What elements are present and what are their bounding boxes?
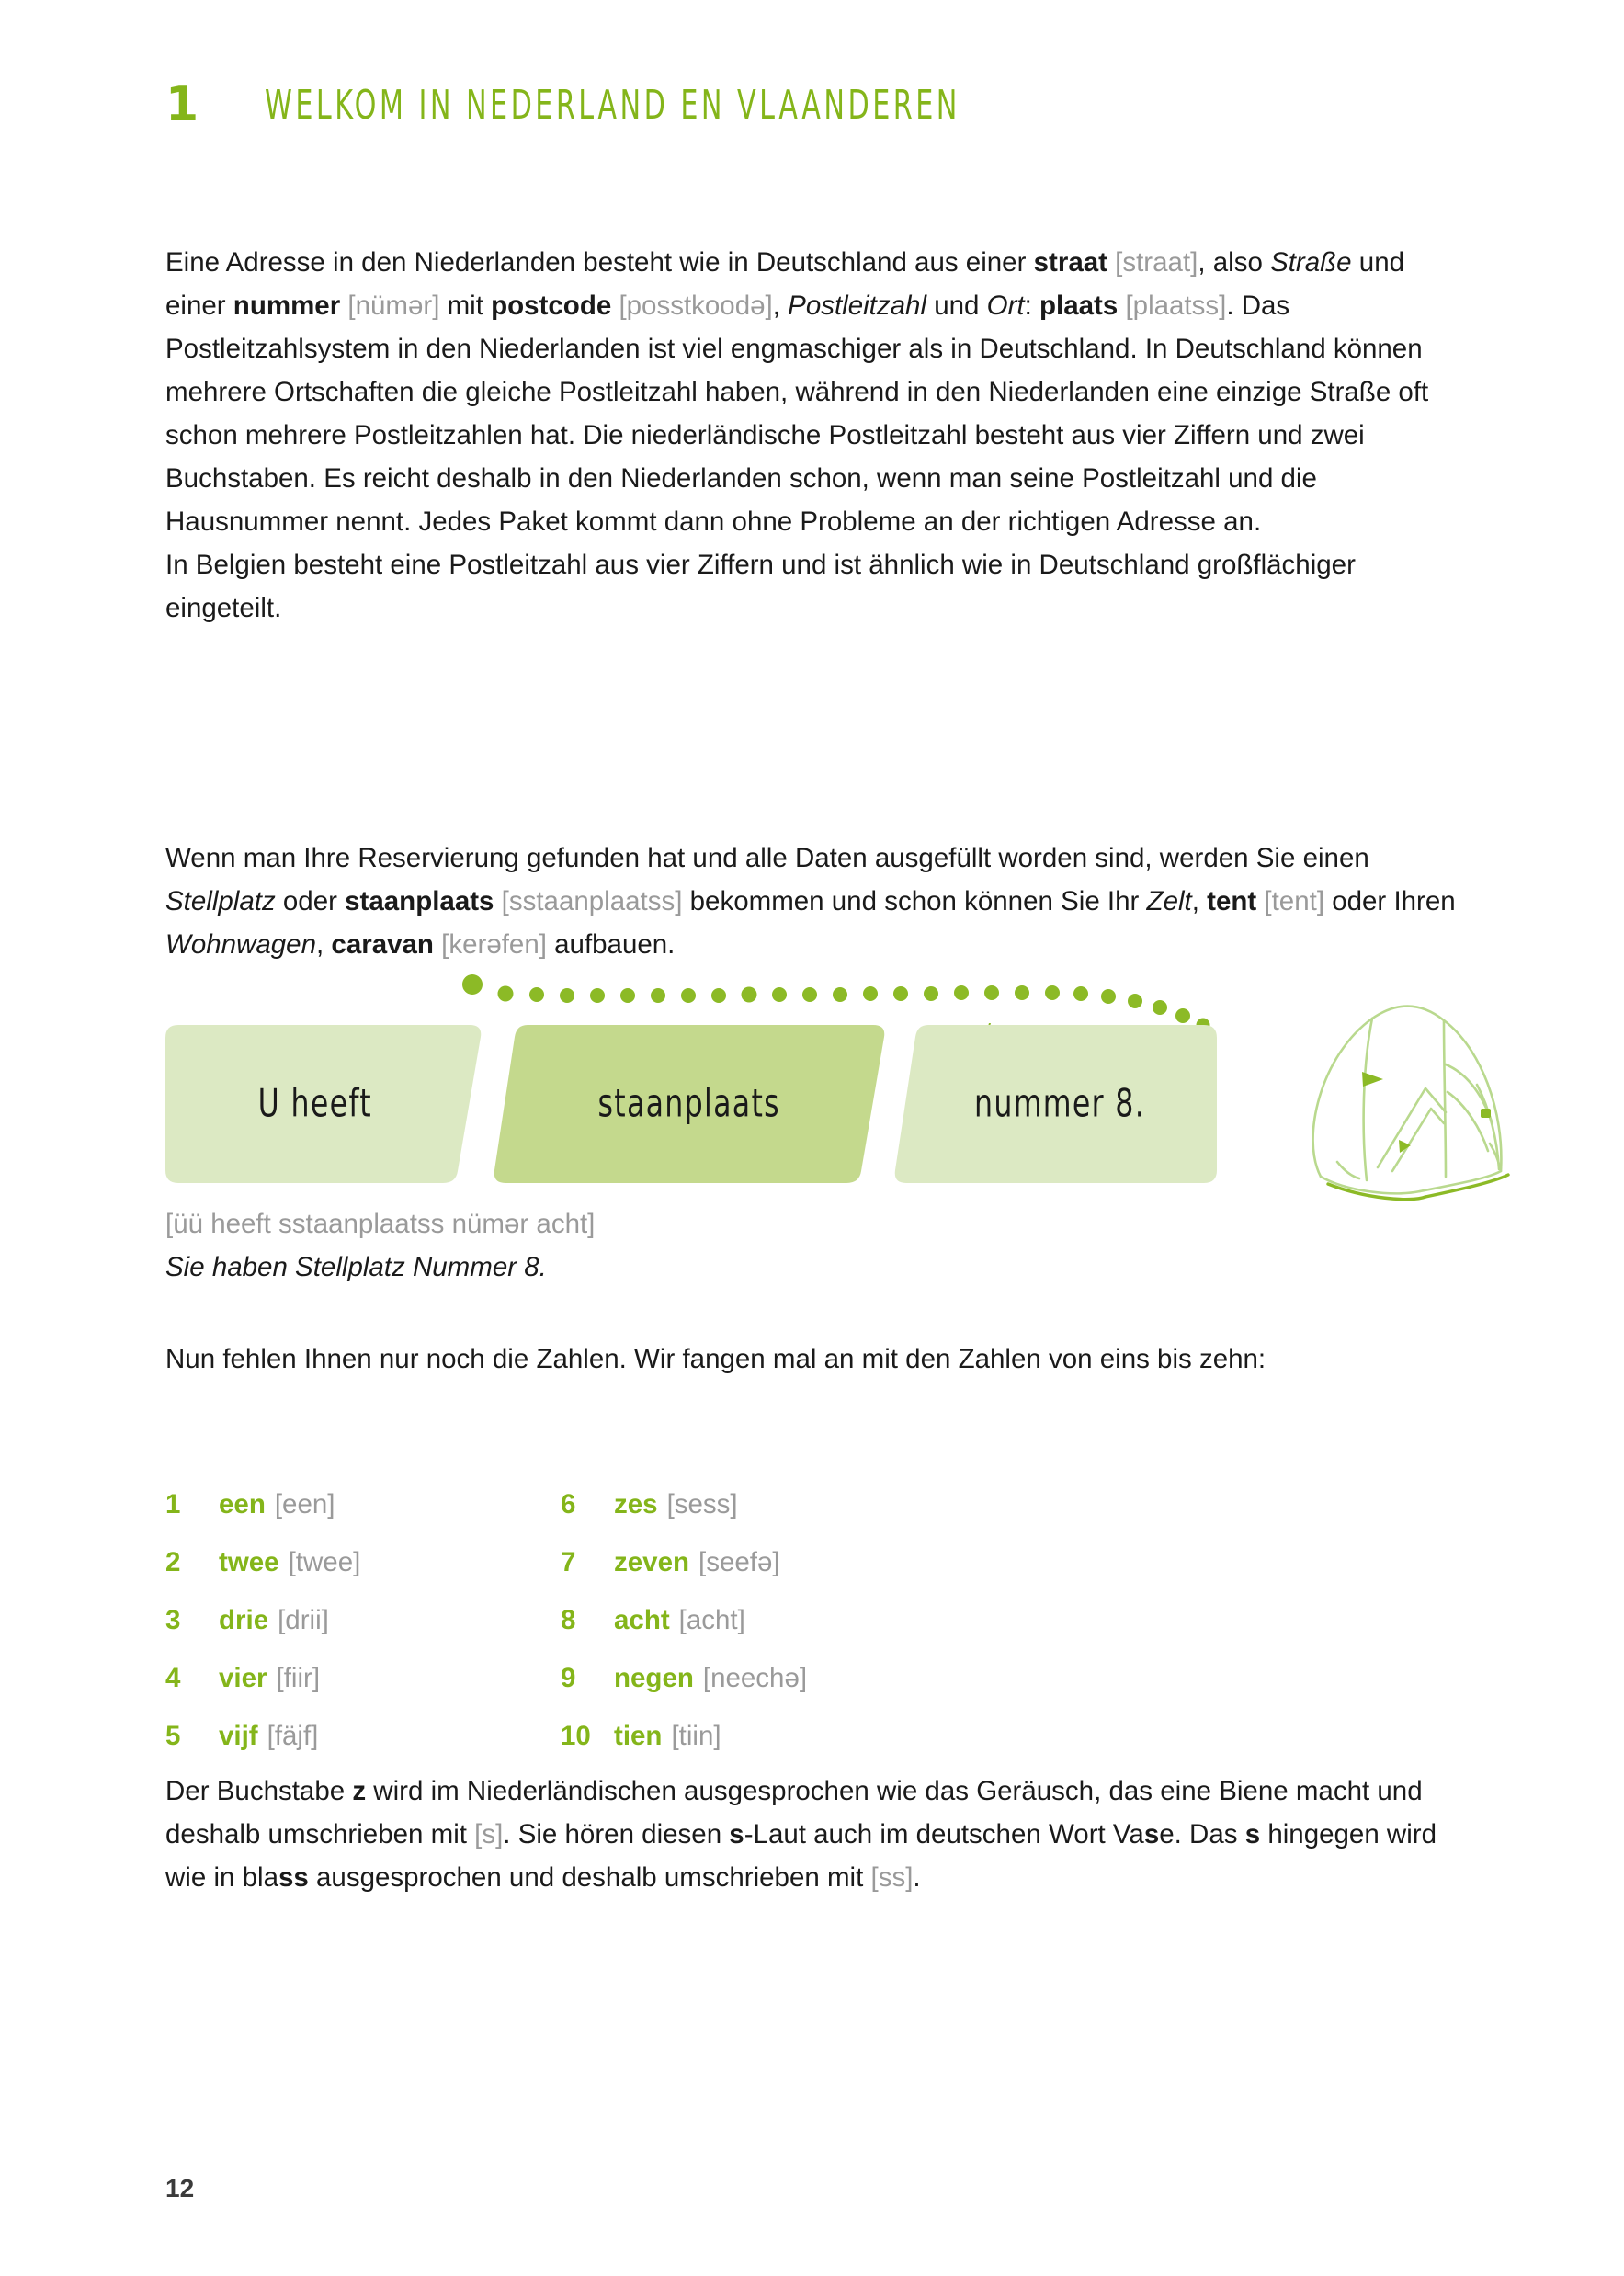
paragraph-address-main	[165, 241, 1471, 543]
text-segment: mit	[439, 290, 492, 321]
table-row	[165, 1605, 1085, 1663]
number-word: drie	[219, 1605, 269, 1635]
ipa-nummer: [nümər]	[340, 290, 440, 321]
ipa-plaats: [plaatss]	[1118, 290, 1227, 321]
number-entry	[165, 1605, 561, 1636]
number-entry	[561, 1547, 956, 1578]
number-digit: 5	[165, 1721, 181, 1751]
dutch-term-nummer: nummer	[233, 290, 341, 321]
ipa-tent: [tent]	[1256, 886, 1325, 916]
paragraph-address	[165, 241, 1471, 630]
german-term-wohnwagen: Wohnwagen	[165, 929, 316, 960]
table-row	[165, 1663, 1085, 1721]
number-digit: 7	[561, 1547, 576, 1577]
text-segment: ,	[772, 290, 789, 321]
chapter-title: WELKOM IN NEDERLAND EN VLAANDEREN	[265, 83, 960, 129]
number-word: vier	[219, 1663, 267, 1693]
paragraph-belgium: In Belgien besteht eine Postleitzahl aus vier Ziffern und ist ähnlich wie in Deutschland großflächiger eingeteilt.	[165, 550, 1356, 623]
number-ipa: [neechə]	[702, 1663, 808, 1693]
sentence-box-1[interactable]	[165, 1025, 485, 1183]
text-segment: . Das Postleitzahlsystem in den Niederlanden ist viel engmaschiger als in Deutschland. In Deutschland können mehrere Ortschaften die gleiche Postleitzahl haben, während in den Niederlanden eine einzige Straße oft schon mehrere Postleitzahlen hat. Die niederländische Postleitzahl besteht aus vier Ziffern und zwei Buchstaben. Es reicht deshalb in den Niederlanden schon, wenn man seine Postleitzahl und die Hausnummer nennt. Jedes Paket kommt dann ohne Probleme an der richtigen Adresse an.	[165, 290, 1429, 537]
number-ipa: [fäjf]	[267, 1721, 319, 1751]
dutch-term-plaats: plaats	[1039, 290, 1119, 321]
number-word: tien	[614, 1721, 663, 1751]
number-entry	[561, 1663, 956, 1694]
number-word: zes	[614, 1489, 658, 1519]
number-digit: 10	[561, 1721, 591, 1751]
number-digit: 6	[561, 1489, 576, 1519]
dutch-term-postcode: postcode	[491, 290, 612, 321]
paragraph-reservation	[165, 836, 1471, 966]
number-digit: 1	[165, 1489, 181, 1519]
paragraph-numbers-intro	[165, 1337, 1471, 1381]
paragraph-letter-z	[165, 1770, 1471, 1899]
text-segment: ausgesprochen und deshalb umschrieben mit	[308, 1862, 871, 1893]
number-digit: 2	[165, 1547, 181, 1577]
paragraph-reservation-text	[165, 836, 1471, 966]
number-ipa: [seefə]	[698, 1547, 780, 1577]
text-segment: ,	[1191, 886, 1208, 916]
number-entry	[165, 1547, 561, 1578]
text-segment: , also	[1198, 247, 1271, 278]
dutch-term-staanplaats: staanplaats	[345, 886, 494, 916]
number-digit: 9	[561, 1663, 576, 1693]
number-word: negen	[614, 1663, 694, 1693]
text-segment: bekommen und schon können Sie Ihr	[682, 886, 1147, 916]
letter-s: s	[1244, 1819, 1261, 1849]
text-segment: ,	[316, 929, 332, 960]
text-segment: :	[1024, 290, 1039, 321]
text-segment: e. Das	[1159, 1819, 1245, 1849]
number-ipa: [een]	[274, 1489, 335, 1519]
ipa-staanplaats: [sstaanplaatss]	[494, 886, 683, 916]
german-term-ort: Ort	[986, 290, 1025, 321]
ipa-caravan: [kerəfen]	[433, 929, 547, 960]
paragraph-letter-z-text	[165, 1770, 1471, 1899]
text-segment: -Laut auch im deutschen Wort Va	[744, 1819, 1144, 1849]
sentence-box-3-text: nummer 8.	[973, 1081, 1146, 1127]
letter-ss: ss	[278, 1862, 309, 1893]
text-segment: aufbauen.	[546, 929, 676, 960]
text-segment: Wenn man Ihre Reservierung gefunden hat und alle Daten ausgefüllt worden sind, werden Sie einen	[165, 843, 1369, 873]
page-number: 12	[165, 2174, 195, 2202]
number-ipa: [fiir]	[276, 1663, 321, 1693]
number-ipa: [drii]	[278, 1605, 329, 1635]
number-entry	[165, 1663, 561, 1694]
number-ipa: [tiin]	[671, 1721, 721, 1751]
dutch-term-straat: straat	[1033, 247, 1107, 278]
ipa-s: [s]	[474, 1819, 504, 1849]
german-term-postleitzahl: Postleitzahl	[788, 290, 926, 321]
sentence-box-2-text: staanplaats	[597, 1081, 781, 1127]
text-segment: und einer	[165, 247, 1405, 321]
german-term-stellplatz: Stellplatz	[165, 886, 276, 916]
number-word: twee	[219, 1547, 279, 1577]
text-segment: oder Ihren	[1324, 886, 1456, 916]
sentence-box-2[interactable]	[493, 1025, 886, 1183]
number-word: een	[219, 1489, 266, 1519]
paragraph-numbers-intro-text: Nun fehlen Ihnen nur noch die Zahlen. Wir fangen mal an mit den Zahlen von eins bis zehn:	[165, 1344, 1266, 1374]
number-entry	[561, 1605, 956, 1636]
number-word: zeven	[614, 1547, 689, 1577]
camping-tent-icon	[1264, 1000, 1556, 1204]
example-sentence-annotations	[165, 1202, 1085, 1289]
number-word: vijf	[219, 1721, 258, 1751]
number-word: acht	[614, 1605, 670, 1635]
ipa-ss: [ss]	[870, 1862, 914, 1893]
number-entry	[561, 1489, 956, 1520]
chapter-header	[165, 77, 989, 132]
number-ipa: [twee]	[288, 1547, 361, 1577]
chapter-number: 1	[165, 77, 199, 132]
german-term-zelt: Zelt	[1146, 886, 1192, 916]
number-digit: 4	[165, 1663, 181, 1693]
example-ipa-line: [üü heeft sstaanplaatss nümər acht]	[165, 1209, 596, 1239]
sentence-box-1-text: U heeft	[257, 1081, 373, 1127]
text-segment: oder	[275, 886, 346, 916]
letter-s: s	[729, 1819, 744, 1849]
number-digit: 3	[165, 1605, 181, 1635]
number-ipa: [acht]	[678, 1605, 745, 1635]
dutch-term-tent: tent	[1207, 886, 1257, 916]
text-segment: Eine Adresse in den Niederlanden besteht wie in Deutschland aus einer	[165, 247, 1034, 278]
ipa-postcode: [posstkoodə]	[611, 290, 773, 321]
table-row	[165, 1489, 1085, 1547]
text-segment: Der Buchstabe	[165, 1776, 353, 1806]
text-segment: wird im Niederländischen ausgesprochen wie das Geräusch, das eine Biene macht und deshalb umschrieben mit	[165, 1776, 1423, 1849]
numbers-list	[165, 1489, 1085, 1779]
number-digit: 8	[561, 1605, 576, 1635]
number-entry	[165, 1489, 561, 1520]
text-segment: . Sie hören diesen	[503, 1819, 730, 1849]
text-segment: .	[913, 1862, 921, 1893]
number-entry	[165, 1721, 561, 1752]
sentence-box-3[interactable]	[893, 1025, 1217, 1183]
german-term-strasse: Straße	[1270, 247, 1352, 278]
example-translation-line: Sie haben Stellplatz Nummer 8.	[165, 1252, 547, 1282]
letter-z: z	[352, 1776, 367, 1806]
number-ipa: [sess]	[666, 1489, 738, 1519]
text-segment: und	[926, 290, 987, 321]
ipa-straat: [straat]	[1107, 247, 1198, 278]
dutch-term-caravan: caravan	[331, 929, 434, 960]
text-segment: hingegen wird wie in bla	[165, 1819, 1437, 1893]
number-entry	[561, 1721, 956, 1752]
table-row	[165, 1547, 1085, 1605]
letter-s: s	[1143, 1819, 1160, 1849]
